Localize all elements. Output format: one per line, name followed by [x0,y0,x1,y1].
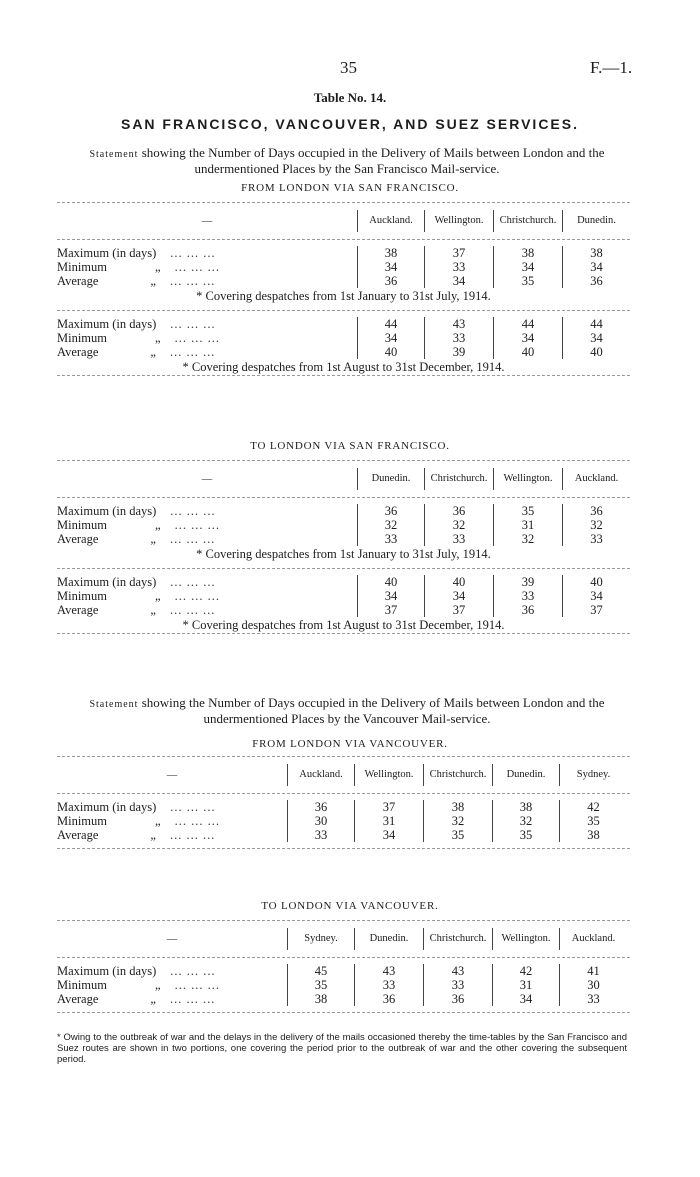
table-cell: 33 [424,331,493,345]
table-cell: 41 [559,964,627,978]
table-cell: 34 [357,260,424,274]
table-cell: 31 [493,518,562,532]
header-dash: — [201,215,213,227]
table-row: Minimum „ ... ... ... 34 33 34 34 [57,331,630,345]
table-cell: 38 [493,246,562,260]
row-label: Minimum [57,260,108,274]
table-cell: 34 [562,331,630,345]
table-cell: 37 [424,603,493,617]
table-cell: 32 [357,518,424,532]
row-group-aug-dec [57,317,630,375]
table-cell: 34 [357,331,424,345]
table-row: Minimum „ ... ... ... 35 33 33 31 30 [57,978,630,992]
table-to-london-via-vancouver [57,920,630,1013]
table-header [57,757,630,794]
table-cell: 40 [562,575,630,589]
table-cell: 39 [424,345,493,359]
table-cell: 38 [423,800,492,814]
column-header: Sydney. [287,928,354,950]
column-header: Christchurch. [493,210,562,232]
row-label: Minimum [57,518,108,532]
row-label: Maximum (in days) [57,246,157,260]
table-cell: 40 [562,345,630,359]
table-cell: 34 [492,992,559,1006]
column-header: Auckland. [562,468,630,490]
table-cell: 43 [354,964,423,978]
period-note: * Covering despatches from 1st January to 31st July, 1914. [196,547,491,561]
table-cell: 38 [492,800,559,814]
statement-vancouver [62,696,632,726]
column-header: Auckland. [287,764,354,786]
table-cell: 32 [562,518,630,532]
table-row: Average „ ... ... ... 33 34 35 35 38 [57,828,630,842]
subtitle-from-sf: FROM LONDON VIA SAN FRANCISCO. [241,182,459,194]
table-row: Maximum (in days) ... ... ... 36 36 35 36 [57,504,630,518]
table-cell: 36 [493,603,562,617]
table-cell: 34 [354,828,423,842]
row-label: Minimum [57,814,108,828]
table-number: Table No. 14. [313,90,387,105]
column-header: Wellington. [354,764,423,786]
table-cell: 36 [562,504,630,518]
table-cell: 30 [287,814,354,828]
table-row: Minimum „ ... ... ... 30 31 32 32 35 [57,814,630,828]
table-cell: 34 [493,260,562,274]
table-cell: 38 [559,828,627,842]
column-header: Christchurch. [424,468,493,490]
table-cell: 36 [354,992,423,1006]
row-label: Average [57,532,99,546]
row-group-jan-jul [57,246,630,304]
period-note: * Covering despatches from 1st August to 31st December, 1914. [182,618,505,632]
table-from-london-via-vancouver [57,756,630,849]
table-row: Maximum (in days) ... ... ... 40 40 39 40 [57,575,630,589]
table-from-london-via-san-francisco [57,202,630,376]
table-cell: 36 [287,800,354,814]
subtitle-from-vancouver: FROM LONDON VIA VANCOUVER. [252,738,448,750]
table-cell: 34 [357,589,424,603]
table-cell: 35 [559,814,627,828]
table-cell: 38 [287,992,354,1006]
table-cell: 39 [493,575,562,589]
column-header: Dunedin. [354,928,423,950]
table-cell: 37 [424,246,493,260]
table-cell: 31 [492,978,559,992]
table-cell: 34 [562,589,630,603]
row-label: Minimum [57,978,108,992]
table-cell: 40 [357,345,424,359]
table-row: Maximum (in days) ... ... ... 45 43 43 42 41 [57,964,630,978]
column-header: Christchurch. [423,764,492,786]
subtitle-to-sf: TO LONDON VIA SAN FRANCISCO. [250,440,450,452]
column-header: Dunedin. [357,468,424,490]
table-cell: 40 [493,345,562,359]
column-header: Wellington. [424,210,493,232]
table-cell: 45 [287,964,354,978]
table-cell: 38 [357,246,424,260]
row-group-aug-dec [57,575,630,633]
table-cell: 34 [493,331,562,345]
row-label: Average [57,345,99,359]
services-title: SAN FRANCISCO, VANCOUVER, AND SUEZ SERVICES. [120,116,579,132]
column-header: Auckland. [357,210,424,232]
table-cell: 44 [357,317,424,331]
table-cell: 33 [493,589,562,603]
row-label: Average [57,603,99,617]
row-label: Minimum [57,331,108,345]
table-cell: 34 [562,260,630,274]
table-cell: 33 [424,532,493,546]
row-label: Maximum (in days) [57,317,157,331]
table-header [57,921,630,958]
statement-san-francisco [62,146,632,176]
table-cell: 40 [357,575,424,589]
table-row: Average „ ... ... ... 38 36 36 34 33 [57,992,630,1006]
table-row: Maximum (in days) ... ... ... 38 37 38 38 [57,246,630,260]
page-number: 35 [340,58,357,77]
table-cell: 31 [354,814,423,828]
table-cell: 32 [493,532,562,546]
table-cell: 33 [562,532,630,546]
table-cell: 34 [424,589,493,603]
statement-text: showing the Number of Days occupied in the Delivery of Mails between London and the undermentioned Places by the Vancouver Mail-service. [138,695,605,726]
table-cell: 40 [424,575,493,589]
table-row: Minimum „ ... ... ... 34 34 33 34 [57,589,630,603]
table-cell: 36 [562,274,630,288]
table-cell: 35 [493,504,562,518]
table-cell: 44 [562,317,630,331]
table-row: Average „ ... ... ... 36 34 35 36 [57,274,630,288]
table-cell: 32 [423,814,492,828]
table-cell: 37 [354,800,423,814]
table-cell: 35 [287,978,354,992]
column-header: Dunedin. [562,210,630,232]
row-group-jan-jul [57,504,630,562]
period-note: * Covering despatches from 1st August to 31st December, 1914. [182,360,505,374]
row-label: Maximum (in days) [57,575,157,589]
table-cell: 44 [493,317,562,331]
row-label: Maximum (in days) [57,800,157,814]
column-header: Dunedin. [492,764,559,786]
statement-lead: Statement [89,699,139,710]
column-header: Sydney. [559,764,627,786]
column-header: Wellington. [492,928,559,950]
statement-lead: Statement [89,149,139,160]
table-cell: 37 [357,603,424,617]
table-cell: 32 [424,518,493,532]
column-header: Christchurch. [423,928,492,950]
header-dash: — [201,473,213,485]
table-row: Minimum „ ... ... ... 32 32 31 32 [57,518,630,532]
footnote: * Owing to the outbreak of war and the delays in the delivery of the mails occasioned thereby the time-tables by the San Francisco and Suez routes are shown in two portions, one covering the period prior to the outbreak of war and the other covering the subsequent period. [57,1032,627,1065]
table-cell: 33 [287,828,354,842]
section-reference: F.—1. [590,58,633,77]
table-to-london-via-san-francisco [57,460,630,634]
table-cell: 42 [559,800,627,814]
header-dash: — [166,769,178,781]
table-row: Maximum (in days) ... ... ... 36 37 38 38 42 [57,800,630,814]
row-label: Maximum (in days) [57,964,157,978]
row-label: Average [57,828,99,842]
table-cell: 33 [354,978,423,992]
table-cell: 33 [423,978,492,992]
table-cell: 42 [492,964,559,978]
table-cell: 33 [424,260,493,274]
table-row: Average „ ... ... ... 37 37 36 37 [57,603,630,617]
table-header [57,203,630,240]
divider [57,568,630,569]
table-cell: 36 [424,504,493,518]
table-row: Maximum (in days) ... ... ... 44 43 44 44 [57,317,630,331]
statement-text: showing the Number of Days occupied in the Delivery of Mails between London and the undermentioned Places by the San Francisco Mail-service. [138,145,605,176]
table-cell: 32 [492,814,559,828]
column-header: Auckland. [559,928,627,950]
table-cell: 30 [559,978,627,992]
column-header: Wellington. [493,468,562,490]
row-label: Average [57,992,99,1006]
table-cell: 33 [559,992,627,1006]
table-cell: 35 [423,828,492,842]
row-label: Average [57,274,99,288]
table-cell: 36 [423,992,492,1006]
table-cell: 34 [424,274,493,288]
table-cell: 37 [562,603,630,617]
table-row: Minimum „ ... ... ... 34 33 34 34 [57,260,630,274]
table-cell: 35 [492,828,559,842]
table-cell: 43 [423,964,492,978]
table-cell: 36 [357,274,424,288]
table-row: Average „ ... ... ... 33 33 32 33 [57,532,630,546]
table-cell: 38 [562,246,630,260]
table-cell: 33 [357,532,424,546]
subtitle-to-vancouver: TO LONDON VIA VANCOUVER. [261,900,439,912]
table-cell: 36 [357,504,424,518]
divider [57,310,630,311]
row-label: Maximum (in days) [57,504,157,518]
table-header [57,461,630,498]
row-label: Minimum [57,589,108,603]
table-cell: 43 [424,317,493,331]
table-row: Average „ ... ... ... 40 39 40 40 [57,345,630,359]
period-note: * Covering despatches from 1st January to 31st July, 1914. [196,289,491,303]
table-cell: 35 [493,274,562,288]
header-dash: — [166,933,178,945]
